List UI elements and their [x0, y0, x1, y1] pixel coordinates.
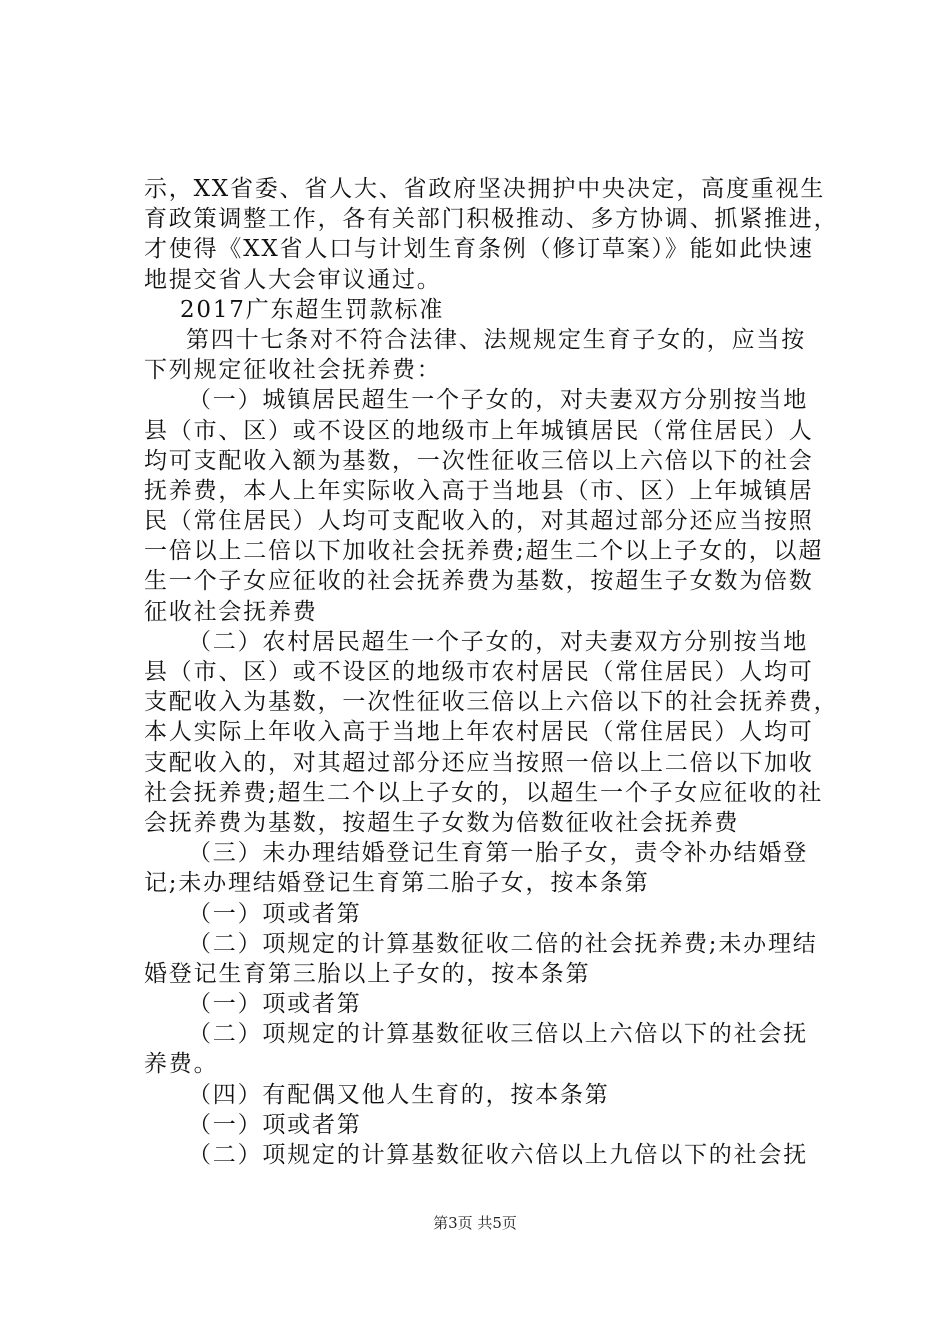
text-line: （三）未办理结婚登记生育第一胎子女，责令补办结婚登 [188, 840, 808, 867]
text-line: （二）农村居民超生一个子女的，对夫妻双方分别按当地 [188, 628, 808, 655]
text-line: 支配收入的，对其超过部分还应当按照一倍以上二倍以下加收 [144, 749, 814, 776]
text-line: （一）项或者第 [188, 991, 362, 1018]
text-line: （一）项或者第 [188, 1111, 362, 1138]
text-line: 下列规定征收社会抚养费： [144, 357, 442, 384]
text-line: 本人实际上年收入高于当地上年农村居民（常住居民）人均可 [144, 719, 814, 746]
text-line: （一）城镇居民超生一个子女的，对夫妻双方分别按当地 [188, 387, 808, 414]
text-line: 才使得《XX省人口与计划生育条例（修订草案）》能如此快速 [144, 236, 814, 263]
text-line: 征收社会抚养费 [144, 598, 318, 625]
text-line: 第四十七条对不符合法律、法规规定生育子女的，应当按 [186, 326, 806, 353]
text-line: 一倍以上二倍以下加收社会抚养费;超生二个以上子女的，以超 [144, 538, 824, 565]
text-line: 地提交省人大会审议通过。 [144, 266, 442, 293]
text-line: 支配收入为基数，一次性征收三倍以上六倍以下的社会抚养费， [144, 689, 839, 716]
text-line: （四）有配偶又他人生育的，按本条第 [188, 1081, 610, 1108]
page-footer: 第3页 共5页 [433, 1214, 517, 1232]
text-line: 育政策调整工作，各有关部门积极推动、多方协调、抓紧推进， [144, 206, 839, 233]
text-line: （二）项规定的计算基数征收二倍的社会抚养费;未办理结 [188, 930, 818, 957]
text-line: 示，XX省委、省人大、省政府坚决拥护中央决定，高度重视生 [144, 176, 826, 202]
text-line: 生一个子女应征收的社会抚养费为基数，按超生子女数为倍数 [144, 568, 814, 595]
text-line: 民（常住居民）人均可支配收入的，对其超过部分还应当按照 [144, 508, 814, 535]
text-line: 抚养费，本人上年实际收入高于当地县（市、区）上年城镇居 [144, 477, 814, 504]
text-line: （一）项或者第 [188, 900, 362, 927]
document-body [144, 174, 844, 1170]
text-line: 养费。 [144, 1051, 219, 1078]
text-line: 婚登记生育第三胎以上子女的，按本条第 [144, 960, 591, 987]
text-line: 均可支配收入额为基数，一次性征收三倍以上六倍以下的社会 [144, 447, 814, 474]
text-line: 县（市、区）或不设区的地级市上年城镇居民（常住居民）人 [144, 417, 814, 444]
text-line: 县（市、区）或不设区的地级市农村居民（常住居民）人均可 [144, 659, 814, 685]
text-line: （二）项规定的计算基数征收三倍以上六倍以下的社会抚 [188, 1021, 808, 1048]
text-line: （二）项规定的计算基数征收六倍以上九倍以下的社会抚 [188, 1142, 808, 1168]
text-line: 会抚养费为基数，按超生子女数为倍数征收社会抚养费 [144, 809, 740, 836]
text-line: 记;未办理结婚登记生育第二胎子女，按本条第 [144, 870, 650, 897]
text-line: 2017广东超生罚款标准 [180, 296, 445, 323]
text-line: 社会抚养费;超生二个以上子女的，以超生一个子女应征收的社 [144, 779, 824, 806]
